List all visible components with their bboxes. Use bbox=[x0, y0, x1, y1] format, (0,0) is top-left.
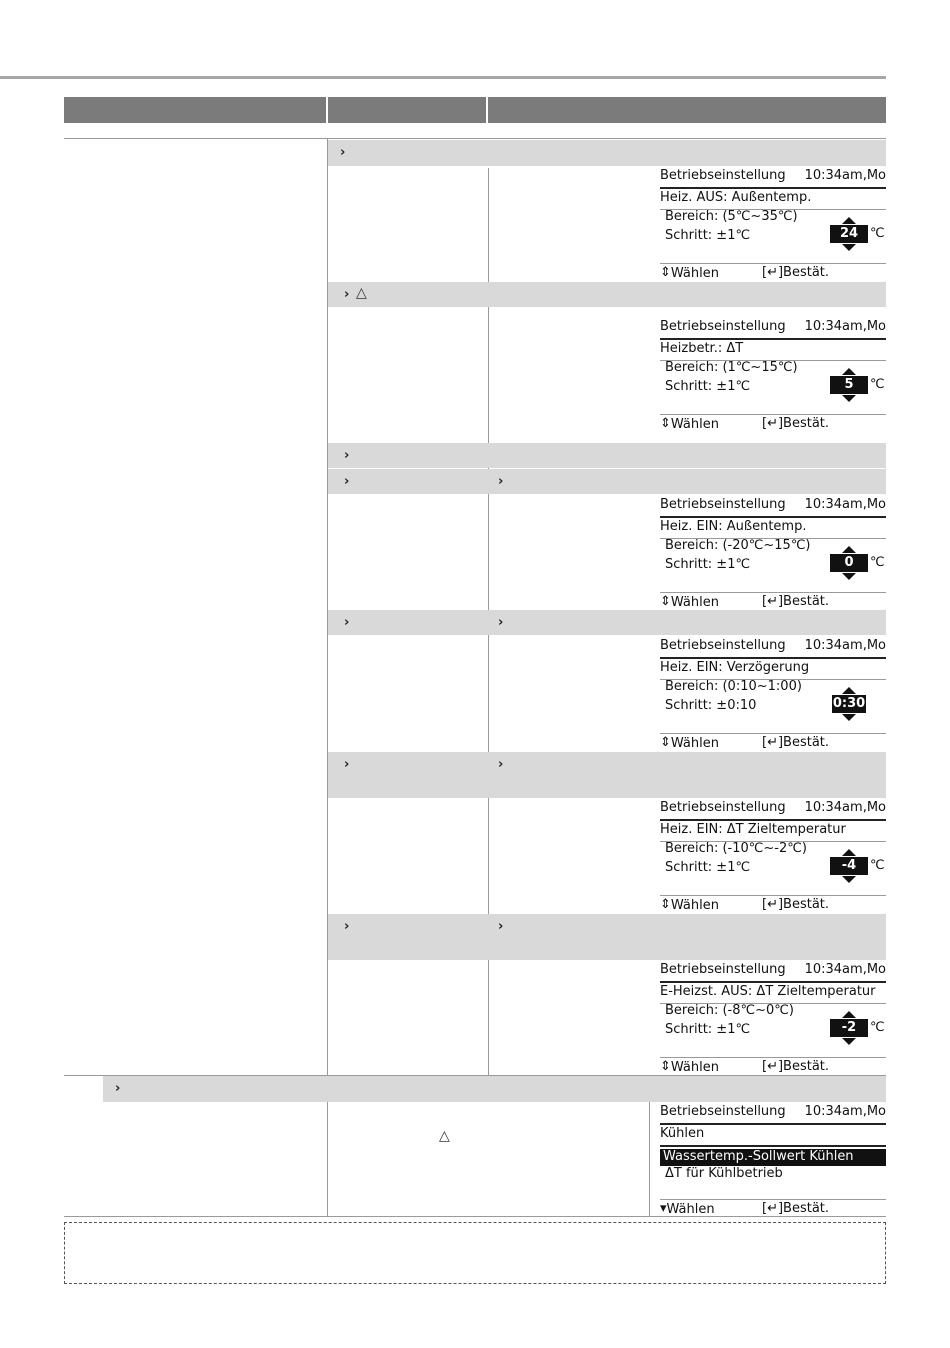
footer-confirm: [↵]Bestät. bbox=[762, 735, 830, 750]
panel-subtitle: Heiz. AUS: Außentemp. bbox=[660, 189, 886, 210]
panel-step: Schritt: ±1℃ bbox=[665, 228, 751, 243]
lcd-panel bbox=[660, 799, 886, 914]
footer-select: ⇕ Wählen bbox=[660, 416, 719, 432]
chevron-right-icon: › bbox=[340, 145, 346, 160]
menu-item-selected[interactable]: Wassertemp.-Sollwert Kühlen bbox=[660, 1149, 886, 1166]
lcd-menu-panel bbox=[660, 1103, 886, 1216]
panel-step: Schritt: ±1℃ bbox=[665, 379, 751, 394]
footer-confirm: [↵]Bestät. bbox=[762, 1059, 830, 1074]
panel-clock: 10:34am,Mo bbox=[804, 800, 886, 815]
panel-step: Schritt: ±0:10 bbox=[665, 698, 757, 713]
row-bar-2 bbox=[328, 282, 886, 307]
up-arrow-icon[interactable] bbox=[842, 217, 856, 224]
row-bar-6 bbox=[328, 752, 886, 798]
panel-title: Betriebseinstellung bbox=[660, 1104, 786, 1119]
down-arrow-icon[interactable] bbox=[842, 714, 856, 721]
down-arrow-icon[interactable] bbox=[842, 395, 856, 402]
triangle-icon: △ bbox=[439, 1128, 450, 1144]
panel-title: Betriebseinstellung bbox=[660, 800, 786, 815]
chevron-right-icon: › bbox=[498, 919, 504, 934]
panel-title: Betriebseinstellung bbox=[660, 497, 786, 512]
chevron-right-icon: › bbox=[498, 474, 504, 489]
note-box bbox=[64, 1222, 886, 1284]
lcd-panel bbox=[660, 167, 886, 282]
table-rule bbox=[64, 138, 886, 139]
panel-range: Bereich: (-20℃~15℃) bbox=[665, 538, 811, 553]
chevron-right-icon: › bbox=[344, 448, 350, 463]
footer-select: ⇕ Wählen bbox=[660, 897, 719, 913]
lcd-panel bbox=[660, 961, 886, 1076]
value-display[interactable]: 5 bbox=[830, 376, 868, 394]
footer-select: ⇕ Wählen bbox=[660, 265, 719, 281]
panel-title: Betriebseinstellung bbox=[660, 638, 786, 653]
value-display[interactable]: -2 bbox=[830, 1019, 868, 1037]
value-display[interactable]: 24 bbox=[830, 225, 868, 243]
panel-subtitle: Heiz. EIN: Außentemp. bbox=[660, 518, 886, 539]
value-display[interactable]: 0:30 bbox=[832, 696, 866, 711]
panel-range: Bereich: (1℃~15℃) bbox=[665, 360, 798, 375]
footer-select: ▾ Wählen bbox=[660, 1201, 715, 1217]
panel-clock: 10:34am,Mo bbox=[804, 319, 886, 334]
row-bar-4 bbox=[328, 469, 886, 494]
row-bar-3 bbox=[328, 443, 886, 468]
chevron-right-icon: › bbox=[344, 919, 350, 934]
footer-select: ⇕ Wählen bbox=[660, 1059, 719, 1075]
panel-subtitle: Kühlen bbox=[660, 1125, 886, 1147]
up-arrow-icon[interactable] bbox=[842, 1011, 856, 1018]
panel-clock: 10:34am,Mo bbox=[804, 497, 886, 512]
panel-range: Bereich: (-8℃~0℃) bbox=[665, 1003, 794, 1018]
chevron-right-icon: › bbox=[344, 287, 350, 302]
panel-title: Betriebseinstellung bbox=[660, 319, 786, 334]
row-bar-7 bbox=[328, 914, 886, 960]
up-arrow-icon[interactable] bbox=[842, 546, 856, 553]
menu-item[interactable]: ΔT für Kühlbetrieb bbox=[665, 1166, 783, 1181]
footer-confirm: [↵]Bestät. bbox=[762, 1201, 830, 1216]
down-arrow-icon[interactable] bbox=[842, 876, 856, 883]
unit-label: ℃ bbox=[870, 858, 885, 873]
panel-step: Schritt: ±1℃ bbox=[665, 1022, 751, 1037]
down-arrow-icon[interactable] bbox=[842, 244, 856, 251]
panel-clock: 10:34am,Mo bbox=[804, 962, 886, 977]
row-bar-1 bbox=[328, 140, 886, 166]
panel-range: Bereich: (-10℃~-2℃) bbox=[665, 841, 807, 856]
chevron-right-icon: › bbox=[498, 615, 504, 630]
panel-title: Betriebseinstellung bbox=[660, 962, 786, 977]
up-arrow-icon[interactable] bbox=[842, 849, 856, 856]
panel-subtitle: E-Heizst. AUS: ΔT Zieltemperatur bbox=[660, 983, 886, 1004]
panel-range: Bereich: (5℃~35℃) bbox=[665, 209, 798, 224]
up-arrow-icon[interactable] bbox=[842, 687, 856, 694]
footer-select: ⇕ Wählen bbox=[660, 735, 719, 751]
up-arrow-icon[interactable] bbox=[842, 368, 856, 375]
panel-step: Schritt: ±1℃ bbox=[665, 860, 751, 875]
lcd-panel bbox=[660, 637, 886, 752]
unit-label: ℃ bbox=[870, 377, 885, 392]
column-divider-3 bbox=[649, 1102, 650, 1217]
lcd-panel bbox=[660, 318, 886, 433]
footer-confirm: [↵]Bestät. bbox=[762, 265, 830, 280]
chevron-right-icon: › bbox=[115, 1081, 121, 1096]
chevron-right-icon: › bbox=[498, 757, 504, 772]
footer-confirm: [↵]Bestät. bbox=[762, 897, 830, 912]
value-display[interactable]: 0 bbox=[830, 554, 868, 572]
footer-select: ⇕ Wählen bbox=[660, 594, 719, 610]
table-header-col-2 bbox=[328, 97, 486, 123]
value-display[interactable]: -4 bbox=[830, 857, 868, 875]
row-bar-5 bbox=[328, 610, 886, 635]
panel-range: Bereich: (0:10~1:00) bbox=[665, 679, 802, 694]
panel-subtitle: Heiz. EIN: ΔT Zieltemperatur bbox=[660, 821, 886, 842]
panel-subtitle: Heizbetr.: ΔT bbox=[660, 340, 886, 361]
down-arrow-icon[interactable] bbox=[842, 1038, 856, 1045]
chevron-right-icon: › bbox=[344, 615, 350, 630]
table-header-col-1 bbox=[64, 97, 326, 123]
lcd-panel bbox=[660, 496, 886, 611]
triangle-icon: △ bbox=[356, 285, 367, 301]
panel-clock: 10:34am,Mo bbox=[804, 168, 886, 183]
footer-confirm: [↵]Bestät. bbox=[762, 594, 830, 609]
footer-confirm: [↵]Bestät. bbox=[762, 416, 830, 431]
unit-label: ℃ bbox=[870, 1020, 885, 1035]
unit-label: ℃ bbox=[870, 226, 885, 241]
panel-clock: 10:34am,Mo bbox=[804, 1104, 886, 1119]
table-header-col-3 bbox=[488, 97, 886, 123]
unit-label: ℃ bbox=[870, 555, 885, 570]
panel-subtitle: Heiz. EIN: Verzögerung bbox=[660, 659, 886, 680]
row-bar-8 bbox=[103, 1076, 886, 1102]
panel-step: Schritt: ±1℃ bbox=[665, 557, 751, 572]
down-arrow-icon[interactable] bbox=[842, 573, 856, 580]
chevron-right-icon: › bbox=[344, 474, 350, 489]
panel-clock: 10:34am,Mo bbox=[804, 638, 886, 653]
chevron-right-icon: › bbox=[344, 757, 350, 772]
top-rule bbox=[0, 76, 886, 79]
panel-title: Betriebseinstellung bbox=[660, 168, 786, 183]
